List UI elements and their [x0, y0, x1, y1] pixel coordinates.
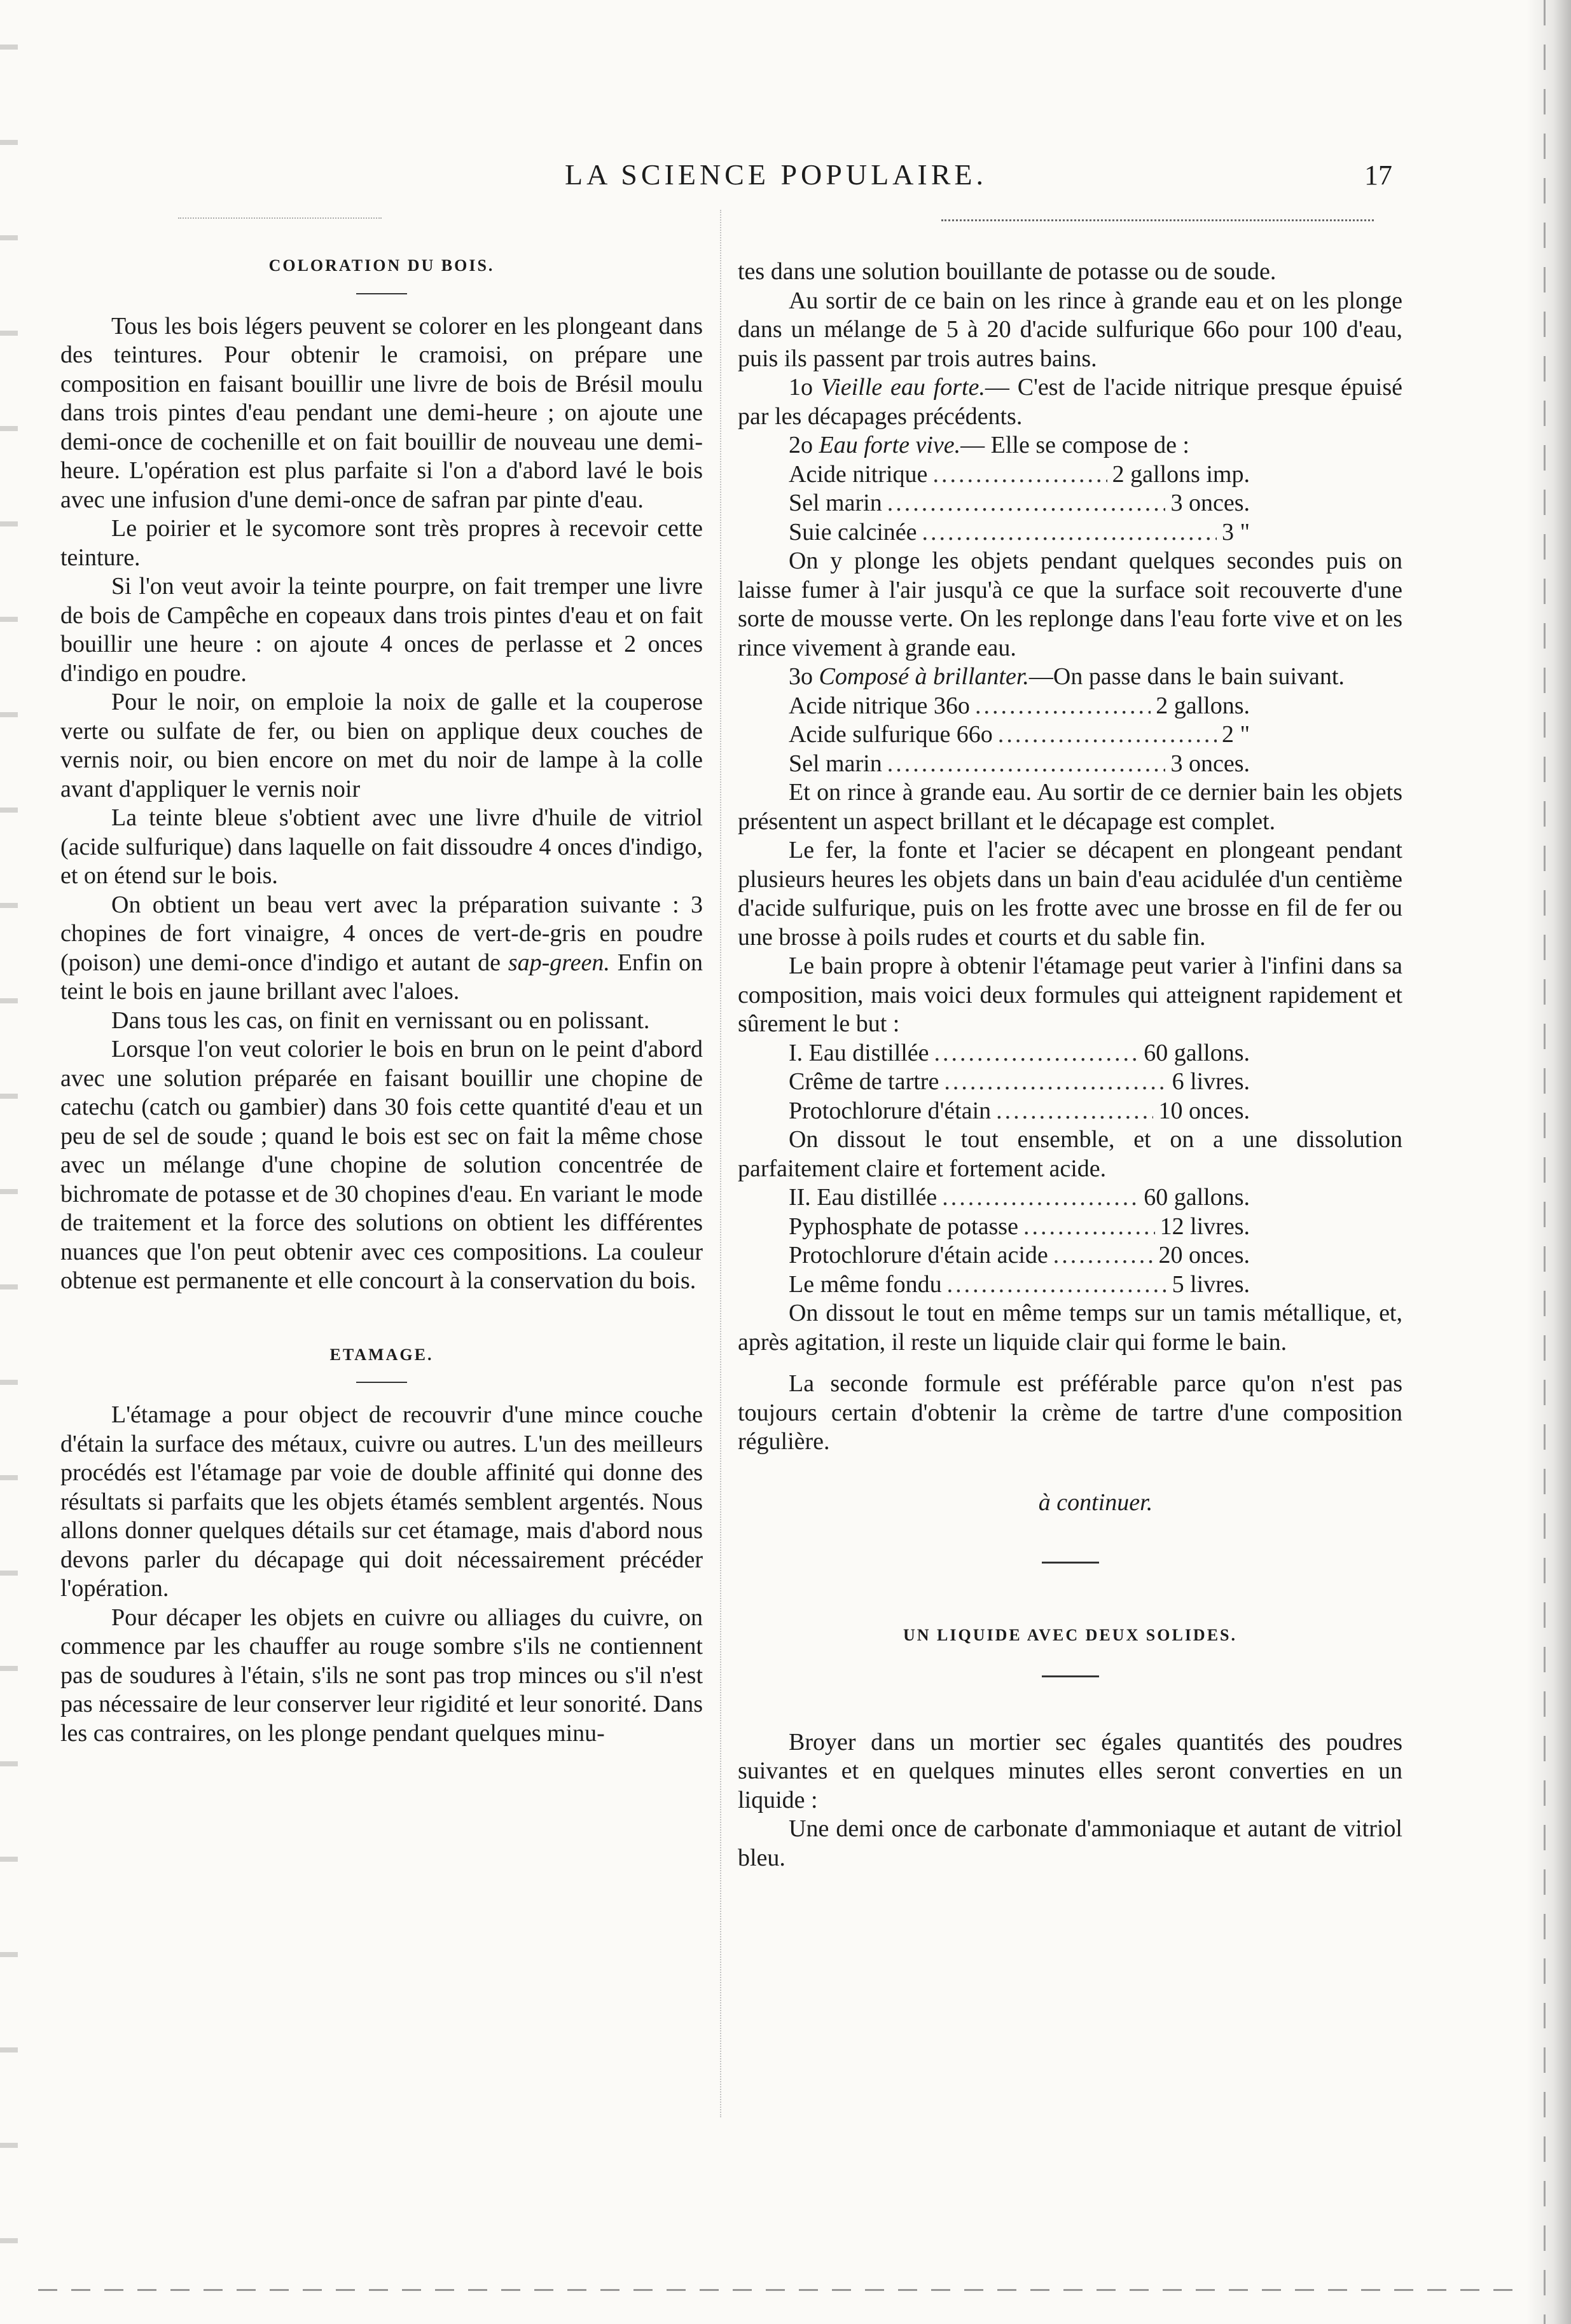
paragraph: tes dans une solution bouillante de potasse ou de soude. — [738, 258, 1277, 285]
quantity: 12 livres. — [1159, 1213, 1250, 1240]
quantity: 2 gallons imp. — [1112, 460, 1250, 488]
formula-line — [738, 1241, 1402, 1270]
ingredient: Crême de tartre — [789, 1068, 939, 1095]
paragraph: Pour le noir, on emploie la noix de galle et la couperose verte ou sulfate de fer, ou bien on applique deux couches de vernis noir, ou bien encore on met du noir de lampe à la colle avant d'appliquer le vernis noir — [60, 689, 703, 802]
bath-name: Composé à brillanter. — [819, 663, 1029, 690]
quantity: 2 " — [1221, 721, 1250, 748]
paragraph — [60, 891, 703, 1007]
scan-edge-left — [0, 0, 18, 2324]
paragraph: Broyer dans un mortier sec égales quantités des poudres suivantes et en quelques minutes elles seront converties en un liquide : — [738, 1728, 1402, 1813]
formula-line — [738, 720, 1402, 750]
paragraph: On y plonge les objets pendant quelques secondes puis on laisse fumer à l'air jusqu'à ce que la surface soit recouverte d'une sorte de mousse verte. On les replonge dans l'eau forte vive et on les rince vivement à grande eau. — [738, 547, 1402, 661]
paragraph: Si l'on veut avoir la teinte pourpre, on fait tremper une livre de bois de Campêche en copeaux dans trois pintes d'eau et on fait bouillir une heure : on ajoute 4 onces de perlasse et 2 onces d'indigo en poudre. — [60, 573, 703, 687]
ingredient: Protochlorure d'étain — [789, 1097, 992, 1124]
bath-number: 3o — [789, 663, 819, 690]
leader-dots — [934, 1039, 1139, 1068]
bath-text: — Elle se compose de : — [960, 432, 1189, 458]
paragraph: Le bain propre à obtenir l'étamage peut varier à l'infini dans sa composition, mais voici deux formules qui atteignent rapidement et sûrement le but : — [738, 952, 1402, 1037]
emphasis: sap-green. — [508, 949, 610, 976]
binding-mark — [1544, 0, 1546, 2324]
formula-line — [738, 692, 1402, 721]
bath-3 — [738, 663, 1402, 692]
paragraph: Lorsque l'on veut colorier le bois en brun on le peint d'abord avec une solution préparée en faisant bouillir une chopine de catechu (catch ou gambier) dans 30 fois cette quantité d'eau et un peu de sel de soude ; quand le bois est sec on fait la même chose avec un mélange d'une chopine de solution concentrée de bichromate de potasse et de 30 chopines d'eau. En variant le mode de traitement et la force des solutions on obtient les différentes nuances que l'on peut obtenir avec ces compositions. La couleur obtenue est permanente et elle concourt à la conservation du bois. — [60, 1036, 703, 1294]
continued-note: à continuer. — [1038, 1489, 1153, 1516]
formula-line — [738, 1097, 1402, 1126]
formula-line — [738, 489, 1402, 518]
formula-line — [738, 518, 1402, 547]
quantity: 60 gallons. — [1144, 1184, 1250, 1211]
bath-name: Vieille eau forte. — [820, 374, 985, 401]
leader-dots — [998, 720, 1217, 750]
paragraph: Et on rince à grande eau. Au sortir de ce dernier bain les objets présentent un aspect brillant et le décapage est complet. — [738, 779, 1402, 835]
paragraph: Tous les bois légers peuvent se colorer en les plongeant dans des teintures. Pour obtenir le cramoisi, on prépare une composition en faisant bouillir une livre de bois de Brésil moulu dans trois pintes d'eau pendant une demi-heure ; on ajoute une demi-once de cochenille et on fait bouillir de nouveau une demi-heure. L'opération est plus parfaite si l'on a d'abord lavé le bois avec une infusion d'une demi-once de safran par pinte d'eau. — [60, 312, 703, 513]
ingredient: Acide nitrique 36o — [789, 692, 970, 719]
ingredient: Pyphosphate de potasse — [789, 1213, 1018, 1240]
quantity: 3 onces. — [1170, 750, 1250, 777]
leader-dots — [922, 518, 1217, 547]
paragraph: Une demi once de carbonate d'ammoniaque et autant de vitriol bleu. — [738, 1815, 1402, 1871]
paragraph: Dans tous les cas, on finit en vernissant ou en polissant. — [111, 1007, 650, 1034]
section-rule — [356, 1382, 407, 1383]
ingredient: Sel marin — [789, 490, 882, 516]
header-rule-left — [178, 217, 382, 219]
quantity: 3 onces. — [1170, 490, 1250, 516]
scan-edge-right — [1526, 0, 1571, 2324]
ingredient: Protochlorure d'étain acide — [789, 1242, 1048, 1269]
leader-dots — [975, 692, 1151, 721]
text-run: Enfin on teint le bois en jaune brillant avec l'aloes. — [60, 949, 703, 1005]
ingredient: I. Eau distillée — [789, 1039, 929, 1066]
paragraph: La seconde formule est préférable parce qu'on n'est pas toujours certain d'obtenir la crème de tartre d'une composition régulière. — [738, 1370, 1402, 1455]
paragraph: L'étamage a pour object de recouvrir d'une mince couche d'étain la surface des métaux, cuivre ou autres. L'un des meilleurs procédés est l'étamage par voie de double affinité qui donne des résultats si parfaits que les objets étamés semblent argentés. Nous allons donner quelques détails sur cet étamage, mais d'abord nous devons parler du décapage qui doit nécessairement précéder l'opération. — [60, 1401, 703, 1602]
leader-dots — [996, 1097, 1153, 1126]
leader-dots — [1053, 1241, 1154, 1270]
quantity: 3 " — [1221, 518, 1250, 546]
bath-name: Eau forte vive. — [819, 432, 961, 458]
ingredient: II. Eau distillée — [789, 1184, 938, 1211]
formula-line — [738, 1183, 1402, 1213]
paragraph: Le fer, la fonte et l'acier se décapent en plongeant pendant plusieurs heures les objets dans un bain d'eau acidulée d'un centième d'acide sulfurique, puis on les frotte avec une brosse en fil de fer ou une brosse à poils rudes et courts et du sable fin. — [738, 837, 1402, 951]
ingredient: Le même fondu — [789, 1270, 942, 1298]
left-column — [60, 251, 703, 1748]
paragraph: On dissout le tout en même temps sur un tamis métallique, et, après agitation, il reste un liquide clair qui forme le bain. — [738, 1300, 1402, 1356]
ingredient: Acide nitrique — [789, 460, 928, 488]
leader-dots — [947, 1270, 1167, 1300]
bath-1 — [738, 373, 1402, 431]
formula-line — [738, 1270, 1402, 1300]
leader-dots — [932, 460, 1107, 490]
leader-dots — [942, 1183, 1138, 1213]
leader-dots — [887, 489, 1166, 518]
paragraph: On dissout le tout ensemble, et on a une dissolution parfaitement claire et fortement acide. — [738, 1126, 1402, 1182]
quantity: 20 onces. — [1158, 1242, 1250, 1269]
leader-dots — [1023, 1213, 1155, 1242]
bath-2 — [738, 431, 1402, 460]
formula-line — [738, 1068, 1402, 1097]
leader-dots — [944, 1068, 1166, 1097]
section-title-liquide: UN LIQUIDE AVEC DEUX SOLIDES. — [903, 1626, 1238, 1644]
section-title-coloration: COLORATION DU BOIS. — [268, 256, 495, 275]
paragraph: Au sortir de ce bain on les rince à grande eau et on les plonge dans un mélange de 5 à 20 d'acide sulfurique 66o pour 100 d'eau, puis ils passent par trois autres bains. — [738, 287, 1402, 372]
bath-number: 2o — [789, 432, 819, 458]
section-title-etamage: ETAMAGE. — [329, 1345, 434, 1364]
quantity: 2 gallons. — [1156, 692, 1250, 719]
column-divider — [720, 210, 721, 2117]
formula-line — [738, 1213, 1402, 1242]
formula-line — [738, 750, 1402, 779]
paragraph: Pour décaper les objets en cuivre ou alliages du cuivre, on commence par les chauffer au rouge sombre s'ils ne contiennent pas de soudures à l'étain, s'ils ne sont pas trop minces ou s'il n'est pas nécessaire de leur conserver leur rigidité et leur sonorité. Dans les cas contraires, on les plonge pendant quelques minu- — [60, 1604, 703, 1747]
running-head: LA SCIENCE POPULAIRE. — [565, 158, 987, 191]
quantity: 10 onces. — [1158, 1097, 1250, 1124]
leader-dots — [887, 750, 1166, 779]
bath-text: —On passe dans le bain suivant. — [1028, 663, 1345, 690]
paragraph: La teinte bleue s'obtient avec une livre d'huile de vitriol (acide sulfurique) dans laquelle on fait dissoudre 4 onces d'indigo, et on étend sur le bois. — [60, 804, 703, 889]
header-rule — [941, 219, 1374, 221]
paragraph: Le poirier et le sycomore sont très propres à recevoir cette teinture. — [60, 515, 703, 571]
formula-line — [738, 460, 1402, 490]
ingredient: Sel marin — [789, 750, 882, 777]
formula-line — [738, 1039, 1402, 1068]
page-number: 17 — [1364, 160, 1392, 191]
bath-number: 1o — [789, 374, 821, 401]
ingredient: Suie calcinée — [789, 518, 917, 546]
quantity: 5 livres. — [1172, 1270, 1250, 1298]
quantity: 60 gallons. — [1144, 1039, 1250, 1066]
ingredient: Acide sulfurique 66o — [789, 721, 993, 748]
section-rule — [356, 293, 407, 294]
quantity: 6 livres. — [1172, 1068, 1250, 1095]
bath-text: — C'est de l'acide nitrique presque épuisé par les décapages précédents. — [738, 374, 1403, 430]
text-run: On obtient un beau vert avec la préparation suivante : 3 chopines de fort vinaigre, 4 onces de vert-de-gris en poudre (poison) une demi-once d'indigo et autant de — [60, 891, 703, 976]
bottom-border — [38, 2289, 1514, 2291]
right-column — [738, 258, 1402, 1873]
